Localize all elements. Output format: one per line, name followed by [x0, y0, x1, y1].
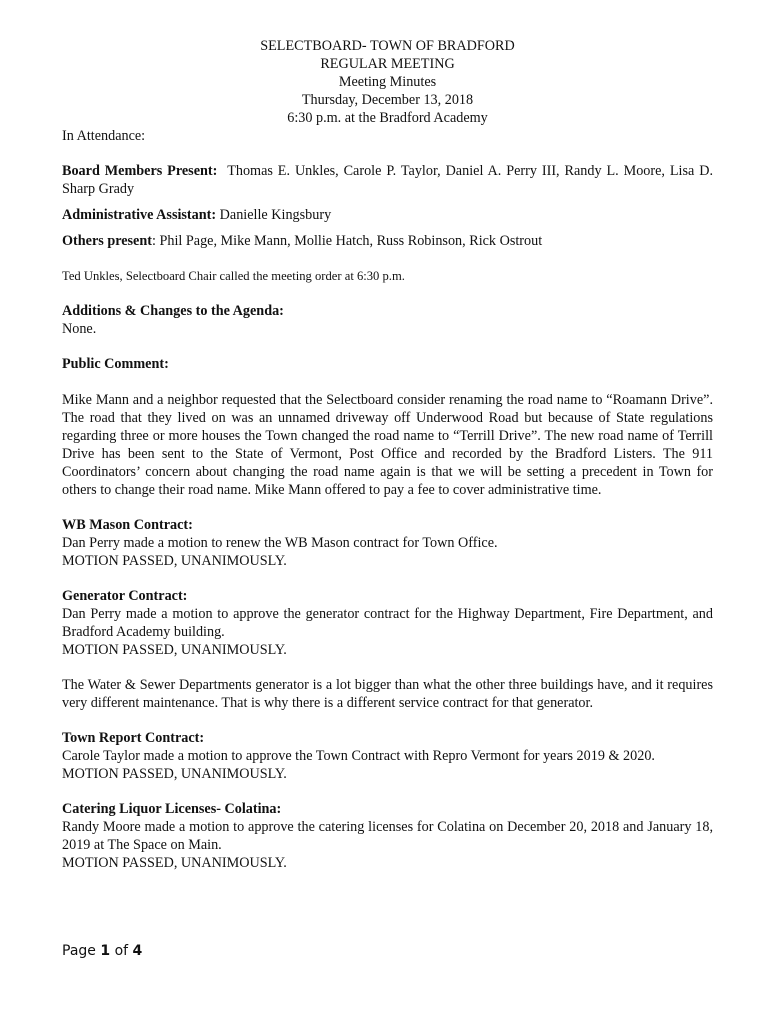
administrative-assistant: [62, 206, 713, 224]
section-heading: Catering Liquor Licenses- Colatina:: [62, 801, 282, 817]
section-heading: WB Mason Contract:: [62, 517, 193, 533]
section-catering: [62, 800, 713, 872]
document-header: [62, 37, 713, 127]
section-heading: Town Report Contract:: [62, 730, 205, 746]
motion-result: MOTION PASSED, UNANIMOUSLY.: [62, 766, 287, 782]
section-body: Carole Taylor made a motion to approve the Town Contract with Repro Vermont for years 2019 & 2020.: [62, 748, 655, 764]
current-page-number: 1: [100, 943, 111, 959]
motion-result: MOTION PASSED, UNANIMOUSLY.: [62, 855, 287, 871]
total-pages-number: 4: [132, 943, 143, 959]
header-date: Thursday, December 13, 2018: [301, 92, 474, 108]
page-number-footer: [62, 943, 142, 959]
call-to-order: Ted Unkles, Selectboard Chair called the meeting order at 6:30 p.m.: [62, 269, 405, 283]
page-word: Page: [62, 943, 96, 959]
section-wb-mason: [62, 516, 713, 570]
document-page: [62, 37, 713, 872]
motion-result: MOTION PASSED, UNANIMOUSLY.: [62, 642, 287, 658]
board-members-label: Board Members Present:: [62, 163, 218, 179]
header-meeting-type: REGULAR MEETING: [320, 56, 455, 72]
section-body: None.: [62, 321, 97, 337]
others-present-value: : Phil Page, Mike Mann, Mollie Hatch, Russ Robinson, Rick Ostrout: [151, 233, 543, 249]
section-town-report: [62, 729, 713, 783]
board-members-present: [62, 162, 713, 198]
of-word: of: [114, 943, 129, 959]
header-document-type: Meeting Minutes: [338, 74, 437, 90]
section-generator: [62, 587, 713, 712]
section-body: Dan Perry made a motion to renew the WB Mason contract for Town Office.: [62, 535, 498, 551]
section-heading: Public Comment:: [62, 356, 169, 372]
section-body: Mike Mann and a neighbor requested that the Selectboard consider renaming the road name to “Roamann Drive”. The road that they lived on was an unnamed driveway off Underwood Road but because of State regulations regarding three or more houses the Town changed the road name to “Terrill Drive”. The new road name of Terrill Drive has been sent to the State of Vermont, Post Office and recorded by the Bradford Listers. The 911 Coordinators’ concern about changing the road name again is that we will be setting a precedent in Town for others to change their road name. Mike Mann offered to pay a fee to cover administrative time.: [62, 392, 713, 498]
motion-result: MOTION PASSED, UNANIMOUSLY.: [62, 553, 287, 569]
board-members-value: Thomas E. Unkles, Carole P. Taylor, Daniel A. Perry III, Randy L. Moore, Lisa D. Sharp Grady: [62, 163, 714, 197]
section-body: Randy Moore made a motion to approve the catering licenses for Colatina on December 20, 2018 and January 18, 2019 at The Space on Main.: [62, 819, 713, 853]
header-time-location: 6:30 p.m. at the Bradford Academy: [287, 110, 488, 126]
section-heading: Generator Contract:: [62, 588, 188, 604]
admin-assistant-value: Danielle Kingsbury: [219, 207, 332, 223]
section-agenda: [62, 302, 713, 338]
header-title: SELECTBOARD- TOWN OF BRADFORD: [260, 38, 515, 54]
section-public-comment: [62, 355, 713, 499]
section-body: Dan Perry made a motion to approve the generator contract for the Highway Department, Fire Department, and Bradford Academy building.: [62, 606, 713, 640]
section-note: The Water & Sewer Departments generator is a lot bigger than what the other three buildings have, and it requires very different maintenance. That is why there is a different service contract for that generator.: [62, 677, 713, 711]
admin-assistant-label: Administrative Assistant:: [62, 207, 217, 223]
others-present-label: Others present: [62, 233, 152, 249]
others-present: [62, 232, 713, 250]
section-heading: Additions & Changes to the Agenda:: [62, 303, 284, 319]
attendance-label: In Attendance:: [62, 128, 146, 144]
